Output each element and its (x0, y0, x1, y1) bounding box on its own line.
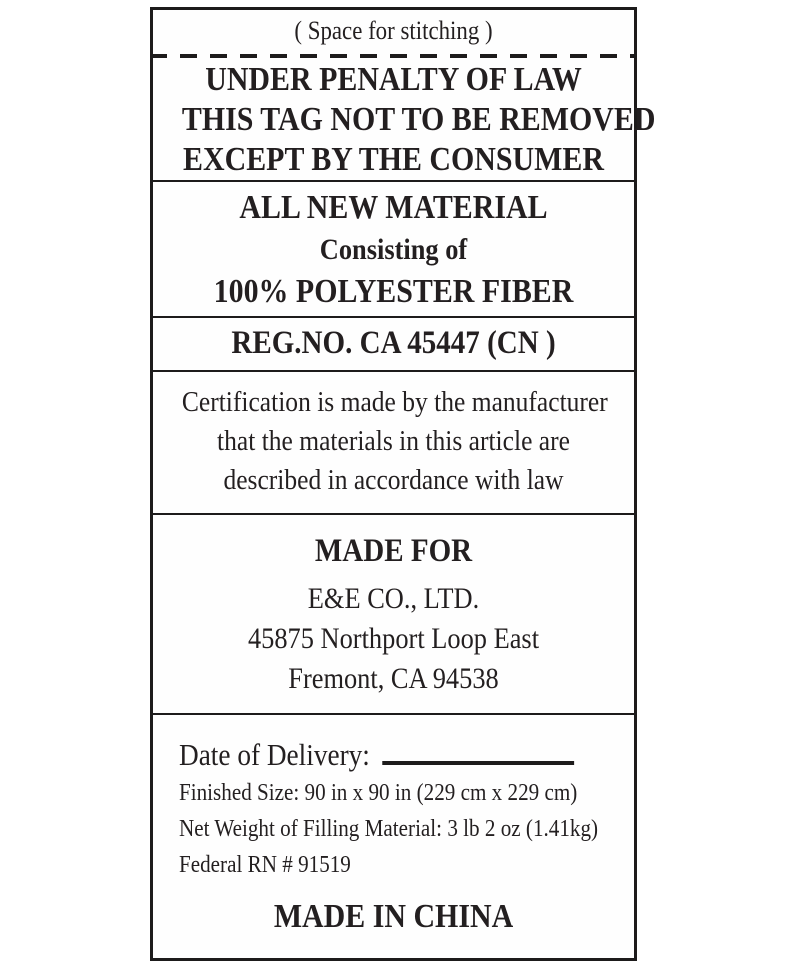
penalty-warning-line-2: THIS TAG NOT TO BE REMOVED (181, 101, 656, 138)
law-label (150, 7, 656, 961)
section-material-content (153, 182, 634, 318)
made-for-address-line-2: Fremont, CA 94538 (288, 662, 499, 696)
country-of-origin: MADE IN CHINA (273, 897, 514, 935)
material-line-3: 100% POLYESTER FIBER (213, 273, 574, 310)
made-for-address-line-1: 45875 Northport Loop East (247, 622, 540, 656)
certification-line-2: that the materials in this article are (217, 424, 570, 457)
section-penalty-warning (153, 10, 656, 182)
material-line-1: ALL NEW MATERIAL (239, 189, 548, 226)
section-delivery-details (153, 715, 634, 958)
stitching-dashed-line (150, 54, 637, 58)
date-of-delivery-label: Date of Delivery: (179, 736, 370, 772)
material-line-2: Consisting of (319, 233, 468, 266)
date-of-delivery-row (179, 731, 579, 775)
section-certification (153, 372, 634, 516)
certification-line-1: Certification is made by the manufacturer (181, 385, 608, 418)
made-for-heading: MADE FOR (314, 533, 473, 570)
federal-rn: Federal RN # 91519 (179, 851, 351, 878)
finished-size: Finished Size: 90 in x 90 in (229 cm x 229 cm) (179, 779, 578, 806)
stitching-space-note: ( Space for stitching ) (294, 16, 493, 45)
date-of-delivery-blank-line (382, 731, 574, 765)
made-for-company: E&E CO., LTD. (307, 582, 480, 616)
section-registration (153, 318, 634, 372)
section-made-for (153, 515, 634, 715)
net-weight: Net Weight of Filling Material: 3 lb 2 oz (1.41kg) (179, 815, 599, 842)
penalty-warning-line-1: UNDER PENALTY OF LAW (205, 61, 582, 98)
penalty-warning-line-3: EXCEPT BY THE CONSUMER (183, 141, 604, 178)
certification-line-3: described in accordance with law (223, 463, 564, 496)
registration-number: REG.NO. CA 45447 (CN ) (231, 324, 556, 361)
